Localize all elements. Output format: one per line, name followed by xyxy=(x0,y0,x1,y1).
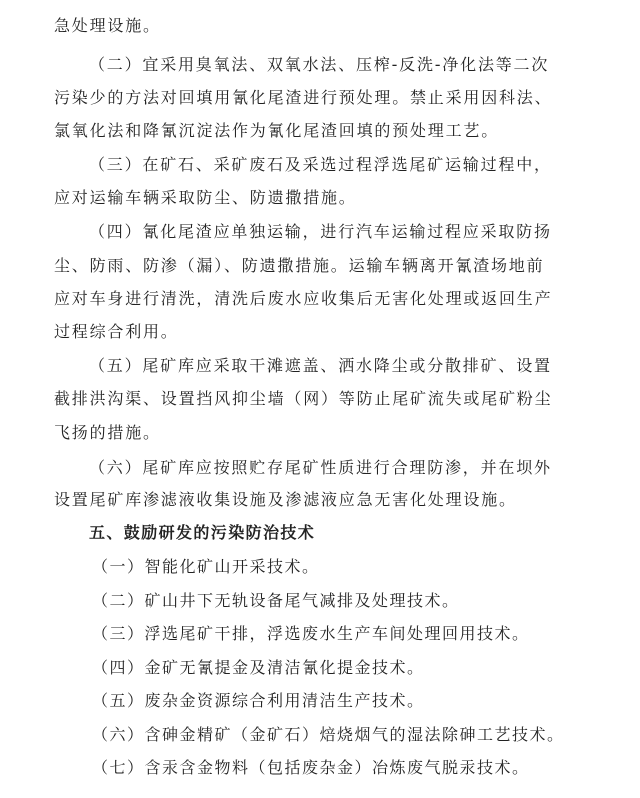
paragraph-line: （五）尾矿库应采取干滩遮盖、洒水降尘或分散排矿、设置 xyxy=(89,356,552,375)
list-item: （五）废杂金资源综合利用清洁生产技术。 xyxy=(92,691,425,710)
paragraph-line: 应对运输车辆采取防尘、防遗撒措施。 xyxy=(54,188,357,207)
paragraph-line: 截排洪沟渠、设置挡风抑尘墙（网）等防止尾矿流失或尾矿粉尘 xyxy=(54,389,553,408)
list-item: （六）含砷金精矿（金矿石）焙烧烟气的湿法除砷工艺技术。 xyxy=(92,725,565,744)
paragraph-line: 急处理设施。 xyxy=(54,16,161,35)
paragraph-line: 尘、防雨、防渗（漏）、防遗撒措施。运输车辆离开氰渣场地前 xyxy=(54,256,545,275)
paragraph-line: 飞扬的措施。 xyxy=(54,423,161,442)
paragraph-line: 设置尾矿库渗滤液收集设施及渗滤液应急无害化处理设施。 xyxy=(54,490,517,509)
paragraph-line: （二）宜采用臭氧法、双氧水法、压榨-反洗-净化法等二次 xyxy=(89,55,550,74)
paragraph-line: （四）氰化尾渣应单独运输，进行汽车运输过程应采取防扬 xyxy=(89,222,552,241)
list-item: （三）浮选尾矿干排，浮选废水生产车间处理回用技术。 xyxy=(92,624,530,643)
paragraph-line: 应对车身进行清洗，清洗后废水应收集后无害化处理或返回生产 xyxy=(54,289,553,308)
paragraph-line: 过程综合利用。 xyxy=(54,322,179,341)
list-item: （二）矿山井下无轨设备尾气减排及处理技术。 xyxy=(92,591,460,610)
paragraph-line: 氯氧化法和降氰沉淀法作为氰化尾渣回填的预处理工艺。 xyxy=(54,121,500,140)
paragraph-line: 污染少的方法对回填用氰化尾渣进行预处理。禁止采用因科法、 xyxy=(54,88,553,107)
section-heading: 五、鼓励研发的污染防治技术 xyxy=(89,523,316,542)
paragraph-line: （六）尾矿库应按照贮存尾矿性质进行合理防渗，并在坝外 xyxy=(89,458,552,477)
list-item: （七）含汞含金物料（包括废杂金）冶炼废气脱汞技术。 xyxy=(92,758,530,777)
list-item: （四）金矿无氰提金及清洁氰化提金技术。 xyxy=(92,658,425,677)
list-item: （一）智能化矿山开采技术。 xyxy=(92,557,320,576)
paragraph-line: （三）在矿石、采矿废石及采选过程浮选尾矿运输过程中， xyxy=(89,155,552,174)
